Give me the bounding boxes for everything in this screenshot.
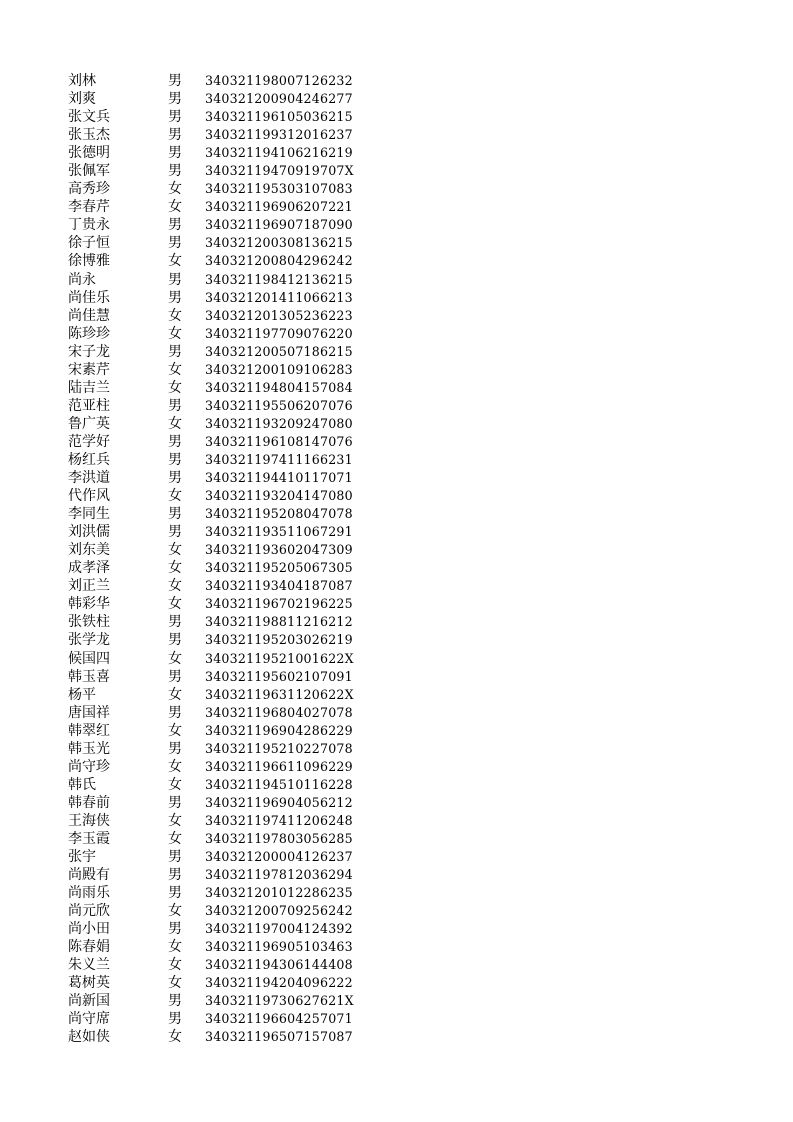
name-cell: 尚守席 bbox=[68, 1011, 110, 1028]
table-row bbox=[0, 162, 793, 180]
name-cell: 刘东美 bbox=[68, 542, 110, 559]
table-row bbox=[0, 325, 793, 343]
id-number-cell: 340321200109106283 bbox=[205, 361, 353, 377]
name-cell: 韩翠红 bbox=[68, 722, 110, 739]
id-number-cell: 340321197812036294 bbox=[205, 867, 353, 883]
gender-cell: 男 bbox=[168, 470, 182, 487]
table-row bbox=[0, 505, 793, 523]
table-row bbox=[0, 361, 793, 379]
table-row bbox=[0, 469, 793, 487]
gender-cell: 女 bbox=[168, 650, 182, 667]
id-number-cell: 340321196804027078 bbox=[205, 704, 353, 720]
table-row bbox=[0, 956, 793, 974]
table-row bbox=[0, 686, 793, 704]
id-number-cell: 340321196611096229 bbox=[205, 758, 353, 774]
name-cell: 刘林 bbox=[68, 73, 96, 89]
name-cell: 张德明 bbox=[68, 145, 110, 162]
table-row bbox=[0, 343, 793, 361]
name-cell: 代作风 bbox=[68, 488, 110, 505]
id-number-cell: 34032119470919707X bbox=[205, 163, 354, 179]
gender-cell: 女 bbox=[168, 361, 182, 378]
gender-cell: 女 bbox=[168, 686, 182, 703]
table-row bbox=[0, 271, 793, 289]
table-row bbox=[0, 595, 793, 613]
name-cell: 高秀珍 bbox=[68, 181, 110, 198]
gender-cell: 男 bbox=[168, 397, 182, 414]
id-number-cell: 340321200507186215 bbox=[205, 343, 353, 359]
table-row bbox=[0, 631, 793, 649]
gender-cell: 男 bbox=[168, 740, 182, 757]
name-cell: 韩彩华 bbox=[68, 596, 110, 613]
id-number-cell: 340321197411166231 bbox=[205, 451, 353, 467]
table-row bbox=[0, 126, 793, 144]
id-number-cell: 340321197004124392 bbox=[205, 921, 353, 937]
id-number-cell: 340321195203026219 bbox=[205, 632, 353, 648]
gender-cell: 女 bbox=[168, 1029, 182, 1046]
name-cell: 陈春娟 bbox=[68, 939, 110, 956]
table-row bbox=[0, 379, 793, 397]
gender-cell: 女 bbox=[168, 307, 182, 324]
gender-cell: 女 bbox=[168, 776, 182, 793]
table-row bbox=[0, 1028, 793, 1046]
name-cell: 尚新国 bbox=[68, 993, 110, 1010]
name-cell: 陆吉兰 bbox=[68, 379, 110, 396]
name-cell: 王海侠 bbox=[68, 812, 110, 829]
table-row bbox=[0, 1010, 793, 1028]
gender-cell: 男 bbox=[168, 271, 182, 288]
name-cell: 赵如侠 bbox=[68, 1029, 110, 1046]
table-row bbox=[0, 487, 793, 505]
gender-cell: 男 bbox=[168, 668, 182, 685]
table-row bbox=[0, 216, 793, 234]
gender-cell: 男 bbox=[168, 451, 182, 468]
name-cell: 杨平 bbox=[68, 686, 96, 703]
gender-cell: 男 bbox=[168, 993, 182, 1010]
id-number-cell: 340321201012286235 bbox=[205, 885, 353, 901]
table-row bbox=[0, 830, 793, 848]
id-number-cell: 340321193602047309 bbox=[205, 542, 353, 558]
name-cell: 刘爽 bbox=[68, 91, 96, 108]
gender-cell: 男 bbox=[168, 849, 182, 866]
name-cell: 唐国祥 bbox=[68, 704, 110, 721]
table-row bbox=[0, 794, 793, 812]
id-number-cell: 340321195205067305 bbox=[205, 560, 353, 576]
table-row bbox=[0, 108, 793, 126]
id-number-cell: 340321194204096222 bbox=[205, 975, 353, 991]
name-cell: 范亚柱 bbox=[68, 397, 110, 414]
id-number-cell: 340321197803056285 bbox=[205, 830, 353, 846]
id-number-cell: 340321194410117071 bbox=[205, 470, 353, 486]
table-row bbox=[0, 180, 793, 198]
gender-cell: 男 bbox=[168, 433, 182, 450]
name-cell: 刘正兰 bbox=[68, 578, 110, 595]
id-number-cell: 340321198007126232 bbox=[205, 73, 353, 88]
gender-cell: 女 bbox=[168, 578, 182, 595]
table-row bbox=[0, 613, 793, 631]
table-row bbox=[0, 234, 793, 252]
roster-sheet bbox=[0, 72, 793, 1047]
name-cell: 李春芹 bbox=[68, 199, 110, 216]
gender-cell: 男 bbox=[168, 109, 182, 126]
gender-cell: 女 bbox=[168, 253, 182, 270]
id-number-cell: 340321196904286229 bbox=[205, 722, 353, 738]
name-cell: 宋子龙 bbox=[68, 343, 110, 360]
table-row bbox=[0, 722, 793, 740]
gender-cell: 男 bbox=[168, 127, 182, 144]
name-cell: 张玉杰 bbox=[68, 127, 110, 144]
table-row bbox=[0, 559, 793, 577]
id-number-cell: 340321197709076220 bbox=[205, 325, 353, 341]
gender-cell: 女 bbox=[168, 830, 182, 847]
table-row bbox=[0, 415, 793, 433]
table-row bbox=[0, 451, 793, 469]
id-number-cell: 340321196904056212 bbox=[205, 794, 353, 810]
table-row bbox=[0, 938, 793, 956]
id-number-cell: 340321194804157084 bbox=[205, 379, 353, 395]
name-cell: 李玉霞 bbox=[68, 830, 110, 847]
gender-cell: 女 bbox=[168, 379, 182, 396]
name-cell: 韩玉光 bbox=[68, 740, 110, 757]
id-number-cell: 340321196108147076 bbox=[205, 433, 353, 449]
id-number-cell: 340321193511067291 bbox=[205, 524, 353, 540]
gender-cell: 女 bbox=[168, 957, 182, 974]
id-number-cell: 340321197411206248 bbox=[205, 812, 353, 828]
table-row bbox=[0, 848, 793, 866]
id-number-cell: 340321194106216219 bbox=[205, 145, 353, 161]
name-cell: 候国四 bbox=[68, 650, 110, 667]
table-row bbox=[0, 307, 793, 325]
gender-cell: 女 bbox=[168, 596, 182, 613]
id-number-cell: 340321195506207076 bbox=[205, 397, 353, 413]
gender-cell: 男 bbox=[168, 235, 182, 252]
gender-cell: 男 bbox=[168, 217, 182, 234]
gender-cell: 男 bbox=[168, 145, 182, 162]
table-row bbox=[0, 866, 793, 884]
table-row bbox=[0, 397, 793, 415]
id-number-cell: 340321193209247080 bbox=[205, 415, 353, 431]
id-number-cell: 340321196702196225 bbox=[205, 596, 353, 612]
name-cell: 鲁广英 bbox=[68, 415, 110, 432]
table-row bbox=[0, 740, 793, 758]
id-number-cell: 340321200004126237 bbox=[205, 849, 353, 865]
id-number-cell: 340321195303107083 bbox=[205, 181, 353, 197]
name-cell: 李同生 bbox=[68, 506, 110, 523]
id-number-cell: 340321198412136215 bbox=[205, 271, 353, 287]
id-number-cell: 340321201305236223 bbox=[205, 307, 353, 323]
name-cell: 张文兵 bbox=[68, 109, 110, 126]
gender-cell: 男 bbox=[168, 524, 182, 541]
gender-cell: 男 bbox=[168, 1011, 182, 1028]
table-row bbox=[0, 289, 793, 307]
table-row bbox=[0, 72, 793, 90]
table-row bbox=[0, 541, 793, 559]
name-cell: 范学好 bbox=[68, 433, 110, 450]
table-row bbox=[0, 758, 793, 776]
gender-cell: 女 bbox=[168, 488, 182, 505]
gender-cell: 女 bbox=[168, 181, 182, 198]
gender-cell: 女 bbox=[168, 325, 182, 342]
name-cell: 张佩军 bbox=[68, 163, 110, 180]
name-cell: 尚小田 bbox=[68, 921, 110, 938]
gender-cell: 男 bbox=[168, 289, 182, 306]
table-row bbox=[0, 992, 793, 1010]
id-number-cell: 340321196906207221 bbox=[205, 199, 353, 215]
table-row bbox=[0, 198, 793, 216]
id-number-cell: 340321199312016237 bbox=[205, 127, 353, 143]
name-cell: 陈珍珍 bbox=[68, 325, 110, 342]
table-row bbox=[0, 90, 793, 108]
name-cell: 韩氏 bbox=[68, 776, 96, 793]
name-cell: 尚永 bbox=[68, 271, 96, 288]
gender-cell: 男 bbox=[168, 885, 182, 902]
id-number-cell: 340321193404187087 bbox=[205, 578, 353, 594]
name-cell: 张宇 bbox=[68, 849, 96, 866]
table-row bbox=[0, 433, 793, 451]
gender-cell: 女 bbox=[168, 199, 182, 216]
gender-cell: 男 bbox=[168, 632, 182, 649]
gender-cell: 男 bbox=[168, 867, 182, 884]
table-row bbox=[0, 884, 793, 902]
id-number-cell: 34032119730627621X bbox=[205, 993, 354, 1009]
gender-cell: 男 bbox=[168, 73, 182, 89]
table-row bbox=[0, 144, 793, 162]
table-row bbox=[0, 252, 793, 270]
id-number-cell: 340321195602107091 bbox=[205, 668, 353, 684]
gender-cell: 女 bbox=[168, 415, 182, 432]
table-row bbox=[0, 523, 793, 541]
name-cell: 尚雨乐 bbox=[68, 885, 110, 902]
gender-cell: 男 bbox=[168, 163, 182, 180]
gender-cell: 女 bbox=[168, 903, 182, 920]
name-cell: 尚元欣 bbox=[68, 903, 110, 920]
id-number-cell: 340321201411066213 bbox=[205, 289, 353, 305]
table-row bbox=[0, 704, 793, 722]
name-cell: 朱义兰 bbox=[68, 957, 110, 974]
table-row bbox=[0, 812, 793, 830]
id-number-cell: 340321200904246277 bbox=[205, 91, 353, 107]
name-cell: 徐博雅 bbox=[68, 253, 110, 270]
table-row bbox=[0, 974, 793, 992]
name-cell: 成孝泽 bbox=[68, 560, 110, 577]
name-cell: 刘洪儒 bbox=[68, 524, 110, 541]
gender-cell: 女 bbox=[168, 812, 182, 829]
id-number-cell: 340321196905103463 bbox=[205, 939, 353, 955]
name-cell: 李洪道 bbox=[68, 470, 110, 487]
name-cell: 尚佳慧 bbox=[68, 307, 110, 324]
gender-cell: 男 bbox=[168, 91, 182, 108]
name-cell: 尚佳乐 bbox=[68, 289, 110, 306]
id-number-cell: 340321193204147080 bbox=[205, 488, 353, 504]
table-row bbox=[0, 776, 793, 794]
gender-cell: 男 bbox=[168, 614, 182, 631]
name-cell: 张铁柱 bbox=[68, 614, 110, 631]
gender-cell: 女 bbox=[168, 542, 182, 559]
name-cell: 丁贵永 bbox=[68, 217, 110, 234]
gender-cell: 女 bbox=[168, 939, 182, 956]
id-number-cell: 340321196105036215 bbox=[205, 109, 353, 125]
gender-cell: 女 bbox=[168, 560, 182, 577]
gender-cell: 男 bbox=[168, 921, 182, 938]
id-number-cell: 340321196507157087 bbox=[205, 1029, 353, 1045]
name-cell: 杨红兵 bbox=[68, 451, 110, 468]
gender-cell: 男 bbox=[168, 343, 182, 360]
name-cell: 张学龙 bbox=[68, 632, 110, 649]
name-cell: 韩春前 bbox=[68, 794, 110, 811]
gender-cell: 男 bbox=[168, 506, 182, 523]
name-cell: 宋素芹 bbox=[68, 361, 110, 378]
name-cell: 尚殿有 bbox=[68, 867, 110, 884]
table-row bbox=[0, 668, 793, 686]
id-number-cell: 340321200804296242 bbox=[205, 253, 353, 269]
id-number-cell: 340321200709256242 bbox=[205, 903, 353, 919]
table-row bbox=[0, 650, 793, 668]
table-row bbox=[0, 577, 793, 595]
id-number-cell: 340321196604257071 bbox=[205, 1011, 353, 1027]
id-number-cell: 340321194306144408 bbox=[205, 957, 353, 973]
id-number-cell: 340321196907187090 bbox=[205, 217, 353, 233]
id-number-cell: 340321195208047078 bbox=[205, 506, 353, 522]
gender-cell: 男 bbox=[168, 704, 182, 721]
id-number-cell: 340321198811216212 bbox=[205, 614, 353, 630]
id-number-cell: 34032119631120622X bbox=[205, 686, 354, 702]
name-cell: 葛树英 bbox=[68, 975, 110, 992]
gender-cell: 女 bbox=[168, 722, 182, 739]
id-number-cell: 340321194510116228 bbox=[205, 776, 353, 792]
gender-cell: 男 bbox=[168, 794, 182, 811]
gender-cell: 女 bbox=[168, 758, 182, 775]
table-row bbox=[0, 920, 793, 938]
name-cell: 尚守珍 bbox=[68, 758, 110, 775]
gender-cell: 女 bbox=[168, 975, 182, 992]
name-cell: 韩玉喜 bbox=[68, 668, 110, 685]
id-number-cell: 340321200308136215 bbox=[205, 235, 353, 251]
table-row bbox=[0, 902, 793, 920]
id-number-cell: 34032119521001622X bbox=[205, 650, 354, 666]
id-number-cell: 340321195210227078 bbox=[205, 740, 353, 756]
name-cell: 徐子恒 bbox=[68, 235, 110, 252]
